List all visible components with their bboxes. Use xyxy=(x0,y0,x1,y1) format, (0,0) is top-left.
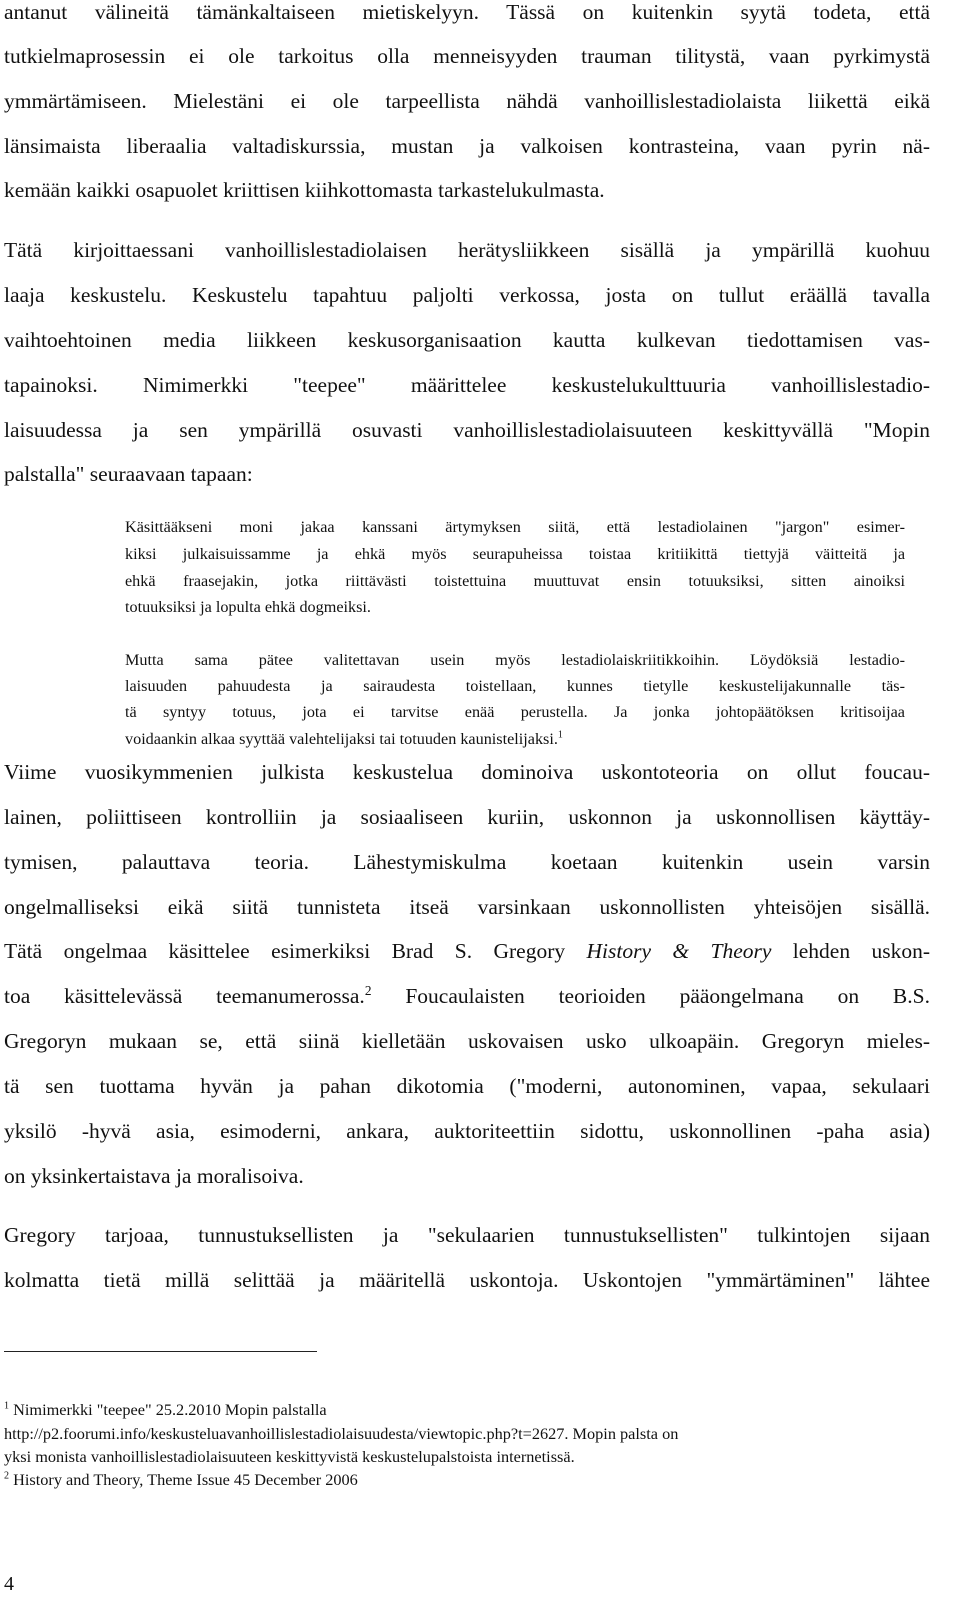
quote-line: Mutta sama pätee valitettavan usein myös lestadiolaiskriitikkoihin. Löydöksiä lestadio- xyxy=(125,651,905,669)
footnote-line: yksi monista vanhoillislestadiolaisuuteen keskittyvistä keskustelupalstoista internetissä. xyxy=(4,1447,575,1466)
text-line: Viime vuosikymmenien julkista keskustelua dominoiva uskontoteoria on ollut foucau- xyxy=(4,760,930,784)
footnote-line: http://p2.foorumi.info/keskusteluavanhoillislestadiolaisuudesta/viewtopic.php?t=2627. Mopin palsta on xyxy=(4,1424,679,1443)
footnote-text: Nimimerkki "teepee" 25.2.2010 Mopin palstalla xyxy=(9,1400,327,1419)
text-run: lehden uskon- xyxy=(771,939,931,963)
footnote-separator xyxy=(4,1351,317,1352)
quote-line: ehkä fraasejakin, jotka riittävästi toistettuina muuttuvat ensin totuuksiksi, sitten ainoiksi xyxy=(125,572,905,590)
text-run: toa käsittelevässä teemanumerossa. xyxy=(4,984,365,1008)
text-run: Tätä ongelmaa käsittelee esimerkiksi Brad S. Gregory xyxy=(4,939,587,963)
text-line: Gregoryn mukaan se, että siinä kielletään uskovaisen usko ulkoapäin. Gregoryn mieles- xyxy=(4,1029,930,1053)
footnote-number: 1 xyxy=(4,1400,10,1412)
text-line: tapainoksi. Nimimerkki "teepee" määrittelee keskustelukulttuuria vanhoillislestadio- xyxy=(4,373,930,397)
text-line xyxy=(4,939,930,964)
quote-text: voidaankin alkaa syyttää valehtelijaksi tai totuuden kaunistelijaksi. xyxy=(125,730,558,748)
text-line: palstalla" seuraavaan tapaan: xyxy=(4,462,253,486)
footnote-ref[interactable]: 2 xyxy=(364,982,372,998)
text-line: yksilö -hyvä asia, esimoderni, ankara, auktoriteettiin sidottu, uskonnollinen -paha asia) xyxy=(4,1119,930,1143)
journal-title: History & Theory xyxy=(586,939,772,963)
text-line: laaja keskustelu. Keskustelu tapahtuu paljolti verkossa, josta on tullut eräällä tavalla xyxy=(4,283,930,307)
page-number: 4 xyxy=(4,1573,14,1595)
text-line: kolmatta tietä millä selittää ja määritellä uskontoja. Uskontojen "ymmärtäminen" lähtee xyxy=(4,1268,930,1292)
quote-line: tä syntyy totuus, jota ei tarvitse enää perustella. Ja jonka johtopäätöksen kritisoijaa xyxy=(125,703,905,721)
footnote-1 xyxy=(4,1400,327,1420)
text-line: tä sen tuottama hyvän ja pahan dikotomia ("moderni, autonominen, vapaa, sekulaari xyxy=(4,1074,930,1098)
text-line: kemään kaikki osapuolet kriittisen kiihkottomasta tarkastelukulmasta. xyxy=(4,178,605,202)
footnote-ref[interactable]: 1 xyxy=(557,729,563,741)
footnote-2 xyxy=(4,1470,358,1490)
footnote-number: 2 xyxy=(4,1470,10,1482)
text-line: Gregory tarjoaa, tunnustuksellisten ja "sekulaarien tunnustuksellisten" tulkintojen sijaan xyxy=(4,1223,930,1247)
text-line xyxy=(4,984,930,1009)
text-line: länsimaista liberaalia valtadiskurssia, mustan ja valkoisen kontrasteina, vaan pyrin nä- xyxy=(4,134,930,158)
text-line: lainen, poliittiseen kontrolliin ja sosiaaliseen kuriin, uskonnon ja uskonnollisen käyttäy- xyxy=(4,805,930,829)
text-line: tutkielmaprosessin ei ole tarkoitus olla menneisyyden trauman tilitystä, vaan pyrkimystä xyxy=(4,44,930,68)
quote-line: kiksi julkaisuissamme ja ehkä myös seurapuheissa toistaa kritiikittä tiettyjä väitteitä ja xyxy=(125,545,905,563)
text-line: tymisen, palauttava teoria. Lähestymiskulma koetaan kuitenkin usein varsin xyxy=(4,850,930,874)
quote-line xyxy=(125,730,563,749)
quote-line: totuuksiksi ja lopulta ehkä dogmeiksi. xyxy=(125,598,371,616)
text-line: Tätä kirjoittaessani vanhoillislestadiolaisen herätysliikkeen sisällä ja ympärillä kuohuu xyxy=(4,238,930,262)
text-line: on yksinkertaistava ja moralisoiva. xyxy=(4,1164,304,1188)
text-run: Foucaulaisten teorioiden pääongelmana on B.S. xyxy=(371,984,930,1008)
text-line: ymmärtämiseen. Mielestäni ei ole tarpeellista nähdä vanhoillislestadiolaista liikettä eikä xyxy=(4,89,930,113)
text-line: antanut välineitä tämänkaltaiseen mietiskelyyn. Tässä on kuitenkin syytä todeta, että xyxy=(4,0,930,24)
quote-line: Käsittääkseni moni jakaa kanssani ärtymyksen siitä, että lestadiolainen "jargon" esimer- xyxy=(125,518,905,536)
quote-line: laisuuden pahuudesta ja sairaudesta toistellaan, kunnes tietylle keskustelijakunnalle täs- xyxy=(125,677,905,695)
text-line: vaihtoehtoinen media liikkeen keskusorganisaation kautta kulkevan tiedottamisen vas- xyxy=(4,328,930,352)
text-line: laisuudessa ja sen ympärillä osuvasti vanhoillislestadiolaisuuteen keskittyvällä "Mopin xyxy=(4,418,930,442)
text-line: ongelmalliseksi eikä siitä tunnisteta itseä varsinkaan uskonnollisten yhteisöjen sisällä. xyxy=(4,895,930,919)
footnote-text: History and Theory, Theme Issue 45 December 2006 xyxy=(9,1470,358,1489)
